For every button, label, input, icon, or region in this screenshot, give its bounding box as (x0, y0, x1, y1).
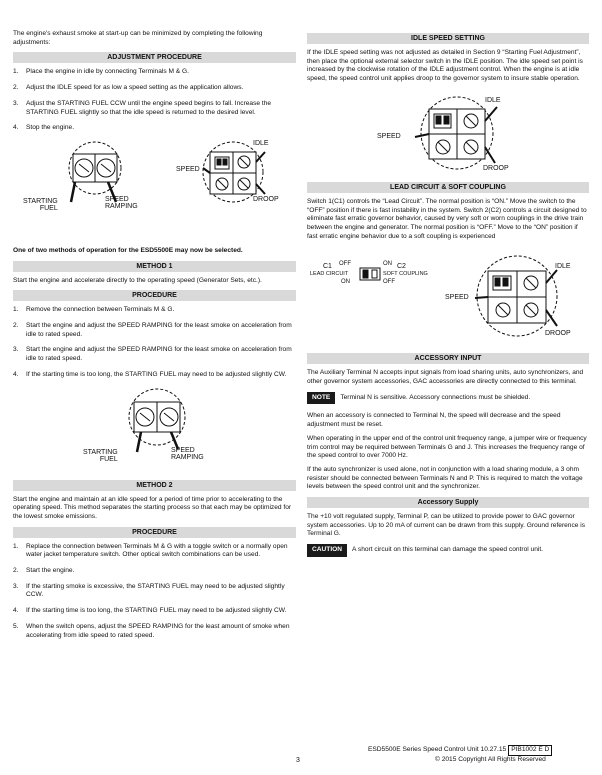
adjustment-steps (13, 68, 296, 133)
note-row (307, 392, 589, 405)
doc-title-text: ESD5500E Series Speed Control Unit 10.27.15 (368, 746, 507, 753)
doc-code: PIB1002 E D (508, 745, 552, 756)
starting-fuel-knob (129, 389, 185, 452)
note-badge: NOTE (307, 392, 335, 405)
list-item: 3. If the starting smoke is excessive, the STARTING FUEL may need to be adjusted slightly CCW. (13, 582, 285, 599)
on-top-label: ON (383, 261, 392, 268)
adjustment-procedure-header: ADJUSTMENT PROCEDURE (13, 52, 296, 63)
procedure-header-1: PROCEDURE (13, 290, 296, 301)
lead-circuit-diagram (307, 246, 589, 350)
lead-circuit-header: LEAD CIRCUIT & SOFT COUPLING (307, 182, 589, 193)
starting-fuel-knob (69, 142, 121, 202)
dip-switch-detail (360, 268, 380, 280)
speed-control-dial (475, 256, 557, 336)
intro-text: The engine's exhaust smoke at start-up can be minimized by completing the following adjustments: (13, 30, 263, 46)
accessory-supply-header: Accessory Supply (307, 497, 589, 508)
speed-ramping-label: SPEED RAMPING (171, 446, 204, 461)
caution-text: A short circuit on this terminal can damage the speed control unit. (352, 546, 544, 554)
list-item: 3. Adjust the STARTING FUEL CCW until the engine speed begins to fall. Increase the STARTING FUEL slightly so that the idle speed is returned to the desired level. (13, 99, 272, 116)
accessory-paragraph-4: If the auto synchronizer is used alone, not in conjunction with a load sharing module, a 3 ohm resister should be connected between Terminals N and P. This is required to match the voltage levels between the speed control unit and the synchronizer. (307, 465, 583, 491)
list-item: 3. Start the engine and adjust the SPEED RAMPING for the least smoke on acceleration from idle to rated speed. (13, 346, 292, 363)
speed-control-dial (415, 97, 497, 169)
accessory-supply-text: The +10 volt regulated supply, Terminal P, can be utilized to provide power to GAC governor system accessories. Up to 20 mA of current can be drawn from this supply. Ground reference is Terminal G. (307, 513, 586, 538)
diagram-3-drawing (307, 89, 589, 179)
off-top-label: OFF (339, 261, 351, 268)
soft-coupling-label: SOFT COUPLING (383, 271, 428, 278)
accessory-paragraph-3: When operating in the upper end of the control unit frequency range, a jumper wire or frequency trim control may be required between Terminals G and J. This increases the frequency range of the speed control to over 7000 Hz. (307, 434, 587, 460)
note-text: Terminal N is sensitive. Accessory connections must be shielded. (340, 393, 531, 401)
droop-label: DROOP (545, 330, 571, 338)
page-number: 3 (296, 757, 300, 764)
caution-row (307, 544, 589, 557)
procedure-header-2: PROCEDURE (13, 527, 296, 538)
diagram-2-drawing (13, 387, 296, 477)
list-item: 1. Place the engine in idle by connecting Terminals M & G. (13, 68, 189, 76)
speed-label: SPEED (176, 165, 200, 173)
diagram-1-drawing (13, 140, 296, 235)
methods-intro: One of two methods of operation for the ESD5500E may now be selected. (13, 246, 243, 254)
list-item: 1. Replace the connection between Terminals M & G with a toggle switch or a normally open water jacket temperature switch. Other optical switch combinations can be used. (13, 542, 288, 559)
starting-fuel-label: STARTING FUEL (23, 197, 58, 213)
method-2-steps (13, 543, 296, 641)
idle-speed-text: If the IDLE speed setting was not adjusted as detailed in Section 9 “Starting Fuel Adjustment”, then place the optional external selector switch in the IDLE position. The idle speed set point is increased by the clockwise rotation of the IDLE adjustment control. When the engine is at idle speed, the speed control unit applies droop to the governor system to insure stable operation. (307, 49, 583, 83)
footer-doc-title (368, 745, 552, 756)
method-2-text: Start the engine and maintain at an idle speed for a period of time prior to accelerating to the operating speed. This method separates the starting process so that each may be optimized for the lowest smoke emissions. (13, 495, 292, 520)
list-item: 2. Adjust the IDLE speed for as low a speed setting as the application allows. (13, 84, 244, 92)
accessory-input-header: ACCESSORY INPUT (307, 353, 589, 364)
list-item: 5. When the switch opens, adjust the SPEED RAMPING for the least amount of smoke when accelerating from idle speed to rated speed. (13, 622, 290, 639)
off-bottom-label: OFF (383, 279, 395, 286)
speed-label: SPEED (445, 294, 469, 302)
idle-label: IDLE (555, 263, 571, 271)
method-1-header: METHOD 1 (13, 261, 296, 272)
potentiometer-diagram-1 (13, 140, 296, 235)
caution-badge: CAUTION (307, 544, 347, 557)
idle-speed-diagram (307, 89, 589, 179)
droop-label: DROOP (483, 164, 509, 172)
idle-label: IDLE (485, 96, 501, 104)
list-item: 1. Remove the connection between Terminals M & G. (13, 306, 175, 314)
speed-label: SPEED (377, 132, 401, 140)
idle-speed-setting-header: IDLE SPEED SETTING (307, 33, 589, 44)
method-1-text: Start the engine and accelerate directly to the operating speed (Generator Sets, etc.). (13, 276, 262, 284)
list-item: 4. If the starting time is too long, the STARTING FUEL may need to be adjusted slightly CW. (13, 370, 287, 378)
c2-label: C2 (397, 263, 406, 271)
starting-fuel-label: STARTING FUEL (83, 448, 118, 463)
potentiometer-diagram-2 (13, 387, 296, 477)
accessory-input-text: The Auxiliary Terminal N accepts input signals from load sharing units, auto synchronizers, and other governor system accessories, GAC accessories are directly connected to this terminal. (307, 369, 584, 386)
speed-ramping-label: SPEED RAMPING (105, 195, 138, 211)
method-1-steps (13, 306, 296, 379)
method-2-header: METHOD 2 (13, 480, 296, 491)
list-item: 4. If the starting time is too long, the STARTING FUEL may need to be adjusted slightly CW. (13, 607, 287, 615)
list-item: 2. Start the engine and adjust the SPEED RAMPING for the least smoke on acceleration from idle to rated speed. (13, 322, 292, 338)
droop-label: DROOP (253, 195, 279, 203)
c1-label: C1 (323, 263, 332, 271)
lead-circuit-text: Switch 1(C1) controls the “Lead Circuit”. The normal position is “ON.” Move the switch to the “OFF” position if there is fast instability in the system. Switch 2(C2) controls a circuit designed to eliminate fast erratic governor behavior, caused by very soft or worn couplings in the drive train between the engine and generator. The normal position is “OFF.” Move to the “ON” position if fast erratic engine behavior due to a soft coupling is experienced (307, 197, 587, 240)
right-column (307, 30, 589, 565)
idle-label: IDLE (253, 139, 269, 147)
list-item: 2. Start the engine. (13, 567, 75, 575)
accessory-paragraph-2: When an accessory is connected to Terminal N, the speed will decrease and the speed adjustment must be reset. (307, 412, 561, 429)
speed-control-dial (203, 142, 265, 202)
lead-circuit-label: LEAD CIRCUIT (310, 271, 349, 278)
left-column (13, 30, 296, 647)
list-item: 4. Stop the engine. (13, 124, 75, 132)
copyright: © 2015 Copyright All Rights Reserved (435, 756, 546, 763)
on-bottom-label: ON (341, 279, 350, 286)
